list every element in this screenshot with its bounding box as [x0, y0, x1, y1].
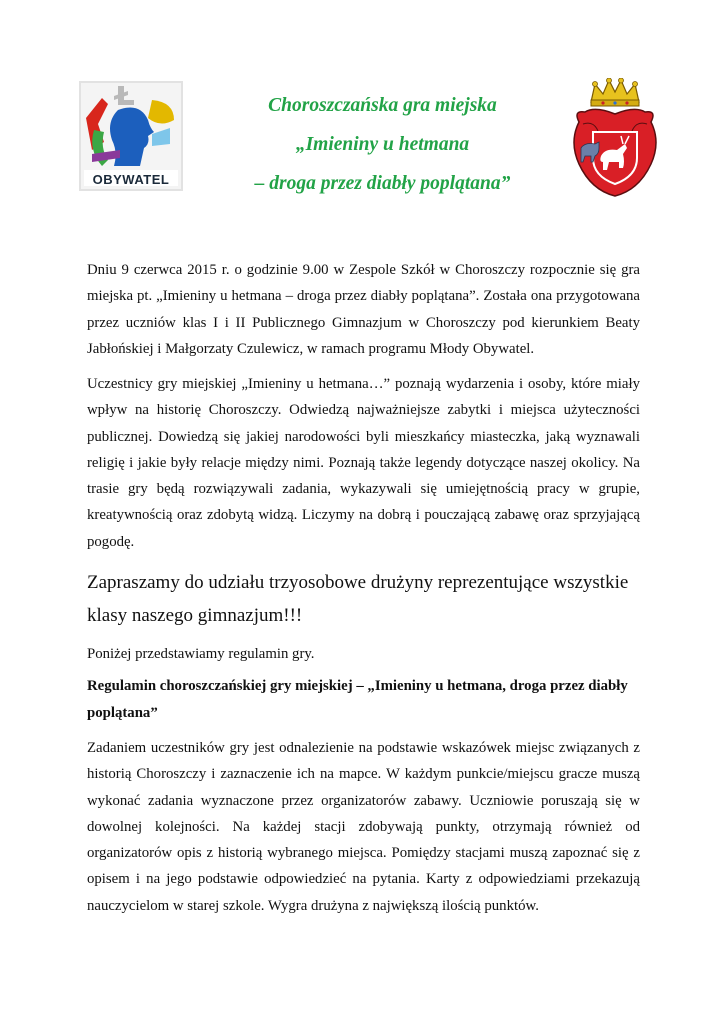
paragraph-rules: Zadaniem uczestników gry jest odnalezienie na podstawie wskazówek miejsc związanych z historią Choroszczy i zaznaczenie ich na mapce. W każdym punkcie/miejscu gracze muszą wykonać zadania wyznaczone przez organizatorów zabawy. Uczniowie poruszają się w dowolnej kolejności. Na każdej stacji zdobywają punkty, otrzymają również od organizatorów opis z historią wybranego miejsca. Pomiędzy stacjami muszą zapoznać się z opisem i na jego podstawie odpowiedzieć na pytania. Karty z odpowiedziami przekazują nauczycielom w starej szkole. Wygra drużyna z największą ilością punktów.: [87, 740, 640, 914]
invitation-heading: Zapraszamy do udziału trzyosobowe drużyny reprezentujące wszystkie klasy naszego gimnazjum!!!: [87, 572, 629, 626]
title-line-2: „Imieniny u hetmana: [295, 134, 470, 155]
obywatel-logo-text: OBYWATEL: [92, 172, 170, 187]
document-title: [240, 86, 525, 203]
rules-title: Regulamin choroszczańskiej gry miejskiej – „Imieniny u hetmana, droga przez diabły poplątana”: [87, 678, 628, 721]
paragraph-participants: Uczestnicy gry miejskiej „Imieniny u hetmana…” poznają wydarzenia i osoby, które miały wpływ na historię Choroszczy. Odwiedzą najważniejsze zabytki i miejsca użyteczności publicznej. Dowiedzą się jakiej narodowości byli mieszkańcy miasteczka, jaką wyznawali religię i jakie były relacje między nimi. Poznają także legendy dotyczące naszej okolicy. Na trasie gry będą rozwiązywali zadania, wykazywali się umiejętnością pracy w grupie, kreatywnością oraz zdobytą widzą. Liczymy na dobrą i pouczającą zabawę oraz sprzyjającą pogodę.: [87, 376, 640, 550]
title-line-1: Choroszczańska gra miejska: [268, 95, 497, 116]
paragraph-announcement: Dniu 9 czerwca 2015 r. o godzinie 9.00 w Zespole Szkół w Choroszczy rozpocznie się gra miejska pt. „Imieniny u hetmana – droga przez diabły poplątana”. Została ona przygotowana przez uczniów klas I i II Publicznego Gimnazjum w Choroszczy pod kierunkiem Beaty Jabłońskiej i Małgorzaty Czulewicz, w ramach programu Młody Obywatel.: [87, 262, 640, 357]
coat-of-arms-graphic: [565, 78, 665, 198]
rules-intro: Poniżej przedstawiamy regulamin gry.: [87, 646, 315, 662]
title-line-3: – droga przez diabły poplątana”: [254, 173, 511, 194]
mlody-obywatel-logo-icon: [78, 80, 184, 192]
choroszcz-coat-of-arms-icon: [565, 78, 665, 198]
